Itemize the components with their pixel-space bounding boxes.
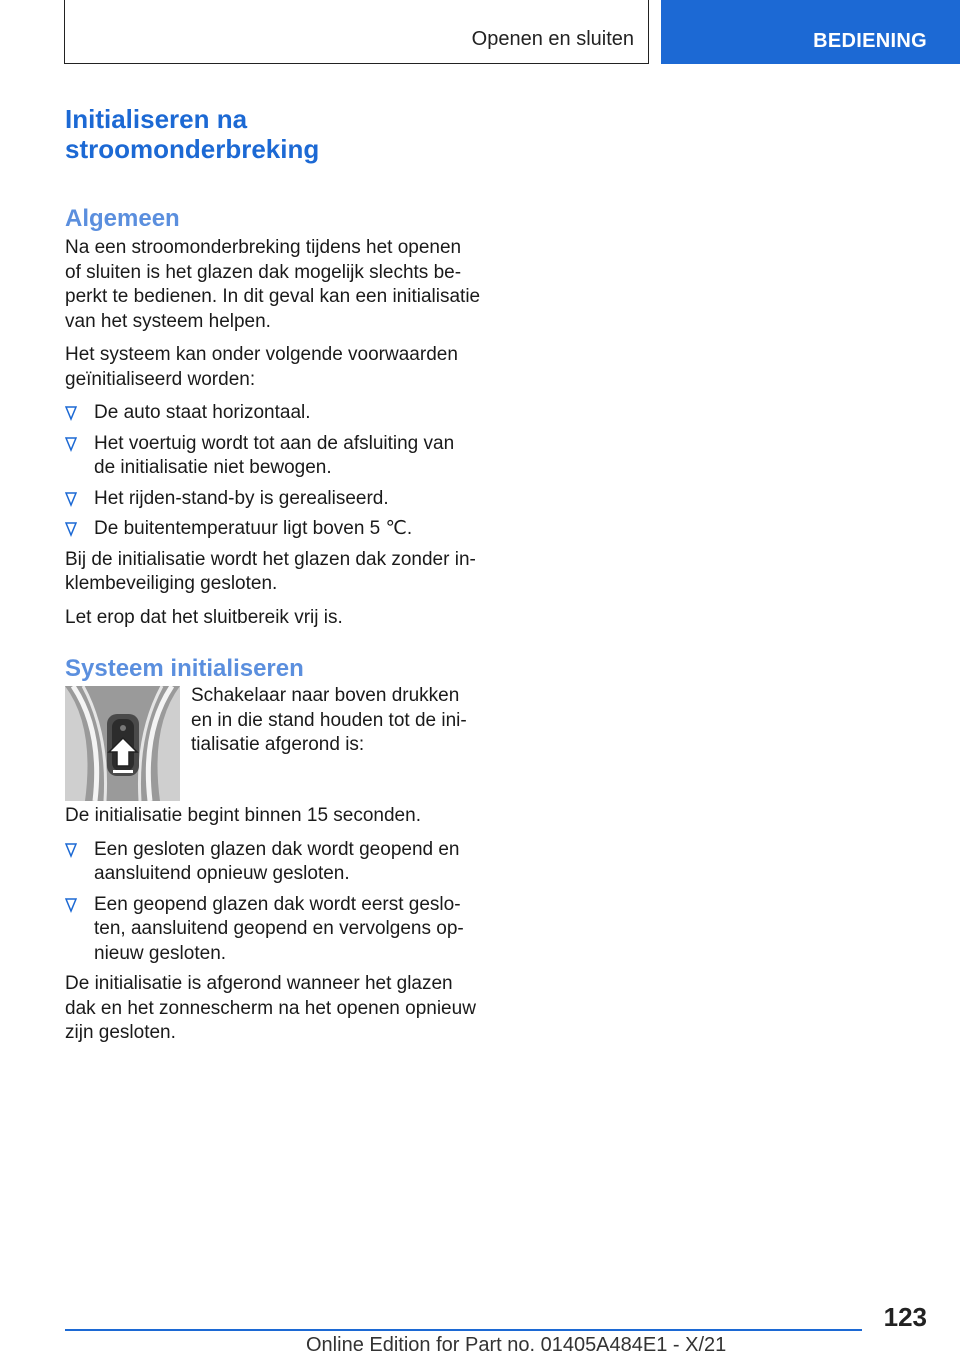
text-line: ten, aansluitend geopend en vervolgens op-: [94, 918, 464, 939]
text-line: Het voertuig wordt tot aan de afsluiting van: [94, 432, 455, 454]
text-line: Een geopend glazen dak wordt eerst geslo-: [94, 893, 461, 915]
heading-general: Algemeen: [65, 205, 180, 232]
page-title: [65, 104, 481, 164]
triangle-bullet-icon: [65, 897, 77, 913]
text-line: klembeveiliging gesloten.: [65, 573, 278, 594]
text-line: aansluitend opnieuw gesloten.: [94, 863, 350, 884]
text-line: dak en het zonnescherm na het openen opnieuw: [65, 997, 476, 1019]
paragraph-general-3: [65, 548, 481, 597]
text-line: nieuw gesloten.: [94, 942, 227, 964]
text-line: de initialisatie niet bewogen.: [94, 457, 332, 478]
text-line: Bij de initialisatie wordt het glazen dak zonder in-: [65, 548, 476, 570]
text-line: Let erop dat het sluitbereik vrij is.: [65, 606, 343, 628]
text-line: De auto staat horizontaal.: [94, 402, 311, 423]
header-chapter-tab: [661, 0, 960, 64]
text-line: Het systeem kan onder volgende voorwaarden: [65, 344, 458, 365]
paragraph-general-4: [65, 606, 481, 631]
paragraph-general-2: [65, 343, 481, 392]
triangle-bullet-icon: [65, 491, 77, 507]
footer-divider: [65, 1329, 862, 1331]
list-item: [65, 893, 481, 967]
main-content: [65, 104, 481, 1046]
text-line: of sluiten is het glazen dak mogelijk slechts be-: [65, 261, 462, 283]
text-line: Schakelaar naar boven drukken: [191, 685, 460, 706]
text-line: Het rijden-stand-by is gerealiseerd.: [94, 487, 389, 509]
paragraph-init-2: [65, 972, 481, 1046]
triangle-bullet-icon: [65, 436, 77, 452]
text-line: De initialisatie begint binnen 15 seconden.: [65, 805, 421, 826]
text-line: De initialisatie is afgerond wanneer het glazen: [65, 973, 453, 994]
text-line: zijn gesloten.: [65, 1022, 176, 1043]
paragraph-init-1: [65, 804, 481, 829]
text-line: De buitentemperatuur ligt boven 5 ℃.: [94, 518, 413, 539]
text-line: Na een stroomonderbreking tijdens het openen: [65, 237, 462, 258]
triangle-bullet-icon: [65, 405, 77, 421]
roof-switch-illustration-icon: [65, 686, 180, 801]
figure-row: [65, 686, 481, 804]
page-title-line: stroomonderbreking: [65, 134, 320, 164]
list-item: [65, 401, 481, 426]
figure-caption: [191, 684, 481, 758]
triangle-bullet-icon: [65, 842, 77, 858]
triangle-bullet-icon: [65, 521, 77, 537]
page-number: 123: [883, 1302, 927, 1332]
list-item: [65, 432, 481, 481]
header-chapter-title: BEDIENING: [813, 30, 927, 52]
paragraph-general-1: [65, 236, 481, 334]
list-item: [65, 838, 481, 887]
text-line: geïnitialiseerd worden:: [65, 368, 256, 390]
list-item: [65, 517, 481, 542]
text-line: perkt te bedienen. In dit geval kan een initialisatie: [65, 286, 481, 307]
footer-edition: Online Edition for Part no. 01405A484E1 - X/21: [306, 1334, 727, 1356]
header-section-box: [64, 0, 649, 64]
header-section-title: Openen en sluiten: [471, 28, 634, 50]
list-item: [65, 487, 481, 512]
text-line: tialisatie afgerond is:: [191, 734, 365, 755]
page-title-line: Initialiseren na: [65, 104, 248, 134]
text-line: en in die stand houden tot de ini-: [191, 709, 467, 731]
text-line: van het systeem helpen.: [65, 310, 271, 332]
heading-init: Systeem initialiseren: [65, 655, 304, 682]
text-line: Een gesloten glazen dak wordt geopend en: [94, 838, 460, 860]
